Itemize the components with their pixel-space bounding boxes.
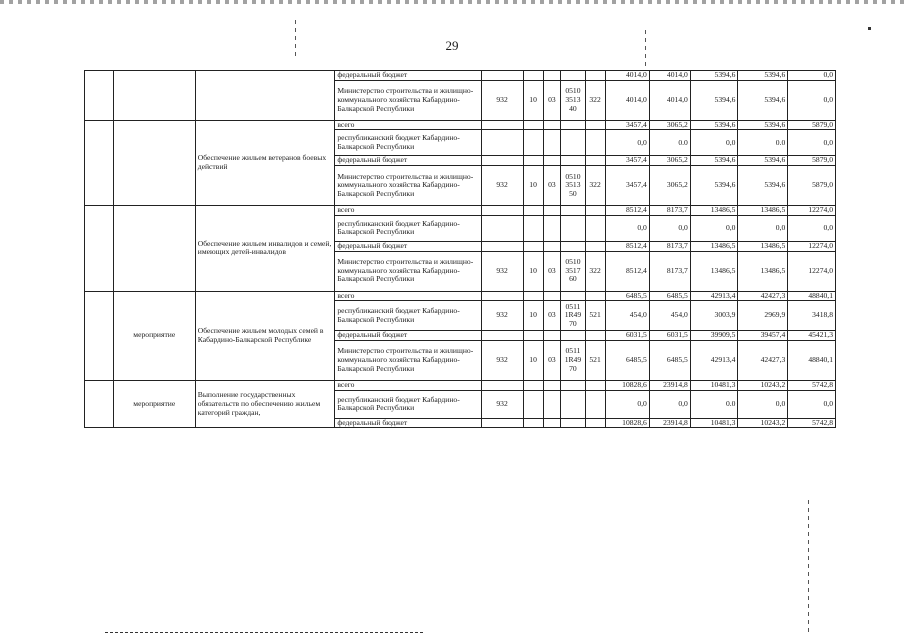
table-row: [85, 291, 836, 301]
budget-code-cell: [543, 71, 561, 81]
budget-code-cell: 0510 3513 50: [561, 166, 585, 206]
budget-code-cell: 0511 1R49 70: [561, 301, 585, 331]
amount-cell: 0,0: [738, 390, 788, 418]
budget-code-cell: 0510 3513 40: [561, 80, 585, 120]
budget-code-cell: [585, 120, 605, 130]
row-index-cell: [85, 120, 114, 205]
amount-cell: 5394,6: [690, 156, 738, 166]
amount-cell: 6485,5: [605, 291, 649, 301]
amount-cell: 5394,6: [690, 166, 738, 206]
budget-code-cell: [585, 381, 605, 391]
budget-code-cell: [543, 381, 561, 391]
amount-cell: 5394,6: [738, 156, 788, 166]
amount-cell: 5742,8: [788, 381, 836, 391]
amount-cell: 5394,6: [690, 71, 738, 81]
budget-code-cell: 0511 1R49 70: [561, 341, 585, 381]
budget-code-cell: [561, 206, 585, 216]
amount-cell: 0,0: [738, 215, 788, 241]
funding-source-cell: Министерство строительства и жилищно-коммунального хозяйства Кабардино-Балкарской Республики: [335, 166, 481, 206]
amount-cell: 8512,4: [605, 251, 649, 291]
amount-cell: 8173,7: [649, 241, 690, 251]
budget-code-cell: [523, 291, 543, 301]
budget-code-cell: 10: [523, 251, 543, 291]
budget-code-cell: [561, 241, 585, 251]
budget-code-cell: [561, 331, 585, 341]
amount-cell: 3457,4: [605, 156, 649, 166]
funding-source-cell: Министерство строительства и жилищно-коммунального хозяйства Кабардино-Балкарской Республики: [335, 80, 481, 120]
amount-cell: 13486,5: [738, 251, 788, 291]
funding-source-cell: республиканский бюджет Кабардино- Балкарской Республики: [335, 390, 481, 418]
budget-code-cell: [481, 331, 523, 341]
budget-code-cell: [481, 418, 523, 428]
budget-code-cell: [543, 291, 561, 301]
budget-code-cell: 03: [543, 301, 561, 331]
amount-cell: 8512,4: [605, 241, 649, 251]
amount-cell: 3065,2: [649, 166, 690, 206]
amount-cell: 3457,4: [605, 120, 649, 130]
budget-code-cell: [561, 156, 585, 166]
amount-cell: 23914,8: [649, 381, 690, 391]
amount-cell: 10828,6: [605, 381, 649, 391]
amount-cell: 10481,3: [690, 381, 738, 391]
amount-cell: 5394,6: [738, 80, 788, 120]
budget-code-cell: [585, 331, 605, 341]
budget-code-cell: [585, 390, 605, 418]
amount-cell: 0.0: [738, 130, 788, 156]
budget-code-cell: 932: [481, 301, 523, 331]
budget-code-cell: [585, 291, 605, 301]
budget-code-cell: 932: [481, 80, 523, 120]
budget-code-cell: [523, 120, 543, 130]
budget-code-cell: 03: [543, 166, 561, 206]
budget-code-cell: [543, 215, 561, 241]
funding-source-cell: федеральный бюджет: [335, 71, 481, 81]
budget-code-cell: [561, 390, 585, 418]
amount-cell: 6485,5: [649, 291, 690, 301]
amount-cell: 0.0: [649, 130, 690, 156]
budget-code-cell: 932: [481, 166, 523, 206]
budget-code-cell: [585, 130, 605, 156]
budget-code-cell: [481, 130, 523, 156]
scan-top-edge: [0, 0, 905, 4]
budget-code-cell: [585, 206, 605, 216]
amount-cell: 10243,2: [738, 381, 788, 391]
amount-cell: 454,0: [605, 301, 649, 331]
amount-cell: 12274,0: [788, 241, 836, 251]
funding-source-cell: федеральный бюджет: [335, 331, 481, 341]
budget-code-cell: 322: [585, 166, 605, 206]
amount-cell: 5394,6: [738, 71, 788, 81]
scan-speck: [868, 27, 871, 30]
budget-code-cell: 521: [585, 301, 605, 331]
budget-code-cell: 03: [543, 341, 561, 381]
activity-type-cell: [113, 71, 195, 121]
budget-code-cell: [585, 215, 605, 241]
amount-cell: 10828,6: [605, 418, 649, 428]
budget-code-cell: [523, 130, 543, 156]
funding-source-cell: всего: [335, 381, 481, 391]
amount-cell: 12274,0: [788, 206, 836, 216]
amount-cell: 23914,8: [649, 418, 690, 428]
amount-cell: 13486,5: [738, 206, 788, 216]
amount-cell: 454,0: [649, 301, 690, 331]
amount-cell: 39457,4: [738, 331, 788, 341]
budget-code-cell: 03: [543, 80, 561, 120]
amount-cell: 5394,6: [690, 80, 738, 120]
table-row: [85, 206, 836, 216]
budget-code-cell: 932: [481, 390, 523, 418]
budget-code-cell: 932: [481, 251, 523, 291]
budget-code-cell: [523, 381, 543, 391]
amount-cell: 6485,5: [605, 341, 649, 381]
amount-cell: 6031,5: [649, 331, 690, 341]
budget-code-cell: [585, 71, 605, 81]
row-index-cell: [85, 71, 114, 121]
activity-name-cell: Обеспечение жильем молодых семей в Кабардино-Балкарской Республике: [195, 291, 335, 380]
amount-cell: 10481,3: [690, 418, 738, 428]
funding-source-cell: республиканский бюджет Кабардино- Балкарской Республики: [335, 215, 481, 241]
amount-cell: 6485,5: [649, 341, 690, 381]
table-row: [85, 71, 836, 81]
amount-cell: 42913,4: [690, 291, 738, 301]
funding-source-cell: всего: [335, 206, 481, 216]
budget-code-cell: [543, 130, 561, 156]
budget-code-cell: [523, 71, 543, 81]
amount-cell: 0,0: [788, 130, 836, 156]
page-number: 29: [445, 38, 459, 53]
amount-cell: 0,0: [788, 71, 836, 81]
amount-cell: 4014,0: [649, 71, 690, 81]
scan-fold-line: [295, 20, 296, 60]
amount-cell: 8173,7: [649, 251, 690, 291]
amount-cell: 3418,8: [788, 301, 836, 331]
amount-cell: 13486,5: [738, 241, 788, 251]
amount-cell: 5394,6: [738, 120, 788, 130]
table-row: [85, 120, 836, 130]
row-index-cell: [85, 381, 114, 428]
activity-name-cell: [195, 71, 335, 121]
budget-code-cell: [561, 291, 585, 301]
amount-cell: 0,0: [649, 390, 690, 418]
amount-cell: 0,0: [605, 130, 649, 156]
budget-code-cell: [481, 206, 523, 216]
budget-code-cell: 10: [523, 166, 543, 206]
budget-code-cell: [523, 418, 543, 428]
amount-cell: 13486,5: [690, 206, 738, 216]
amount-cell: 4014,0: [605, 71, 649, 81]
budget-code-cell: [481, 381, 523, 391]
funding-source-cell: федеральный бюджет: [335, 241, 481, 251]
budget-code-cell: [481, 241, 523, 251]
budget-code-cell: [585, 241, 605, 251]
budget-table: [84, 70, 836, 428]
table-row: [85, 381, 836, 391]
amount-cell: 0,0: [788, 390, 836, 418]
amount-cell: 5394,6: [690, 120, 738, 130]
funding-source-cell: Министерство строительства и жилищно-коммунального хозяйства Кабардино-Балкарской Республики: [335, 341, 481, 381]
budget-code-cell: [523, 390, 543, 418]
budget-code-cell: [523, 215, 543, 241]
row-index-cell: [85, 291, 114, 380]
budget-code-cell: [543, 156, 561, 166]
amount-cell: 8512,4: [605, 206, 649, 216]
amount-cell: 42913,4: [690, 341, 738, 381]
budget-code-cell: [523, 206, 543, 216]
amount-cell: 12274,0: [788, 251, 836, 291]
budget-code-cell: 521: [585, 341, 605, 381]
budget-code-cell: [543, 206, 561, 216]
amount-cell: 10243,2: [738, 418, 788, 428]
amount-cell: 3065,2: [649, 156, 690, 166]
amount-cell: 4014,0: [605, 80, 649, 120]
budget-code-cell: [481, 215, 523, 241]
amount-cell: 0,0: [605, 390, 649, 418]
amount-cell: 5879,0: [788, 156, 836, 166]
funding-source-cell: республиканский бюджет Кабардино- Балкарской Республики: [335, 130, 481, 156]
budget-code-cell: [523, 241, 543, 251]
amount-cell: 42427,3: [738, 341, 788, 381]
budget-code-cell: 932: [481, 341, 523, 381]
amount-cell: 0,0: [788, 215, 836, 241]
amount-cell: 48840,1: [788, 341, 836, 381]
activity-name-cell: Обеспечение жильем инвалидов и семей, имеющих детей-инвалидов: [195, 206, 335, 291]
amount-cell: 3003,9: [690, 301, 738, 331]
budget-code-cell: [481, 291, 523, 301]
amount-cell: 13486,5: [690, 241, 738, 251]
amount-cell: 3065,2: [649, 120, 690, 130]
budget-code-cell: [561, 381, 585, 391]
activity-type-cell: [113, 206, 195, 291]
amount-cell: 5394,6: [738, 166, 788, 206]
funding-source-cell: федеральный бюджет: [335, 156, 481, 166]
amount-cell: 5742,8: [788, 418, 836, 428]
amount-cell: 48840,1: [788, 291, 836, 301]
budget-code-cell: [561, 215, 585, 241]
amount-cell: 42427,3: [738, 291, 788, 301]
amount-cell: 13486,5: [690, 251, 738, 291]
amount-cell: 5879,0: [788, 120, 836, 130]
activity-name-cell: Обеспечение жильем ветеранов боевых действий: [195, 120, 335, 205]
budget-code-cell: [561, 130, 585, 156]
amount-cell: 4014,0: [649, 80, 690, 120]
budget-code-cell: [561, 120, 585, 130]
budget-code-cell: [561, 71, 585, 81]
scan-bottom-edge: [105, 632, 425, 633]
budget-code-cell: 0510 3517 60: [561, 251, 585, 291]
budget-code-cell: [481, 120, 523, 130]
amount-cell: 0,0: [788, 80, 836, 120]
budget-code-cell: [585, 156, 605, 166]
funding-source-cell: всего: [335, 291, 481, 301]
budget-code-cell: 322: [585, 80, 605, 120]
amount-cell: 0,0: [605, 215, 649, 241]
budget-code-cell: 322: [585, 251, 605, 291]
amount-cell: 45421,3: [788, 331, 836, 341]
budget-code-cell: [543, 331, 561, 341]
funding-source-cell: Министерство строительства и жилищно-коммунального хозяйства Кабардино-Балкарской Республики: [335, 251, 481, 291]
activity-type-cell: мероприятие: [113, 381, 195, 428]
amount-cell: 0,0: [690, 215, 738, 241]
funding-source-cell: федеральный бюджет: [335, 418, 481, 428]
budget-code-cell: 03: [543, 251, 561, 291]
budget-code-cell: [481, 156, 523, 166]
budget-code-cell: 10: [523, 301, 543, 331]
activity-type-cell: [113, 120, 195, 205]
budget-code-cell: [543, 390, 561, 418]
activity-name-cell: Выполнение государственных обязательств по обеспечению жильем категорий граждан,: [195, 381, 335, 428]
budget-code-cell: [585, 418, 605, 428]
budget-code-cell: [543, 418, 561, 428]
budget-code-cell: 10: [523, 80, 543, 120]
amount-cell: 2969,9: [738, 301, 788, 331]
amount-cell: 0,0: [649, 215, 690, 241]
amount-cell: 0.0: [690, 390, 738, 418]
amount-cell: 39909,5: [690, 331, 738, 341]
amount-cell: 5879,0: [788, 166, 836, 206]
budget-code-cell: [481, 71, 523, 81]
scan-fold-line: [808, 500, 809, 635]
row-index-cell: [85, 206, 114, 291]
amount-cell: 0,0: [690, 130, 738, 156]
budget-code-cell: 10: [523, 341, 543, 381]
budget-code-cell: [543, 120, 561, 130]
funding-source-cell: республиканский бюджет Кабардино- Балкарской Республики: [335, 301, 481, 331]
budget-code-cell: [561, 418, 585, 428]
amount-cell: 6031,5: [605, 331, 649, 341]
budget-code-cell: [523, 156, 543, 166]
activity-type-cell: мероприятие: [113, 291, 195, 380]
funding-source-cell: всего: [335, 120, 481, 130]
budget-code-cell: [543, 241, 561, 251]
amount-cell: 3457,4: [605, 166, 649, 206]
budget-code-cell: [523, 331, 543, 341]
amount-cell: 8173,7: [649, 206, 690, 216]
scan-fold-line: [645, 30, 646, 70]
